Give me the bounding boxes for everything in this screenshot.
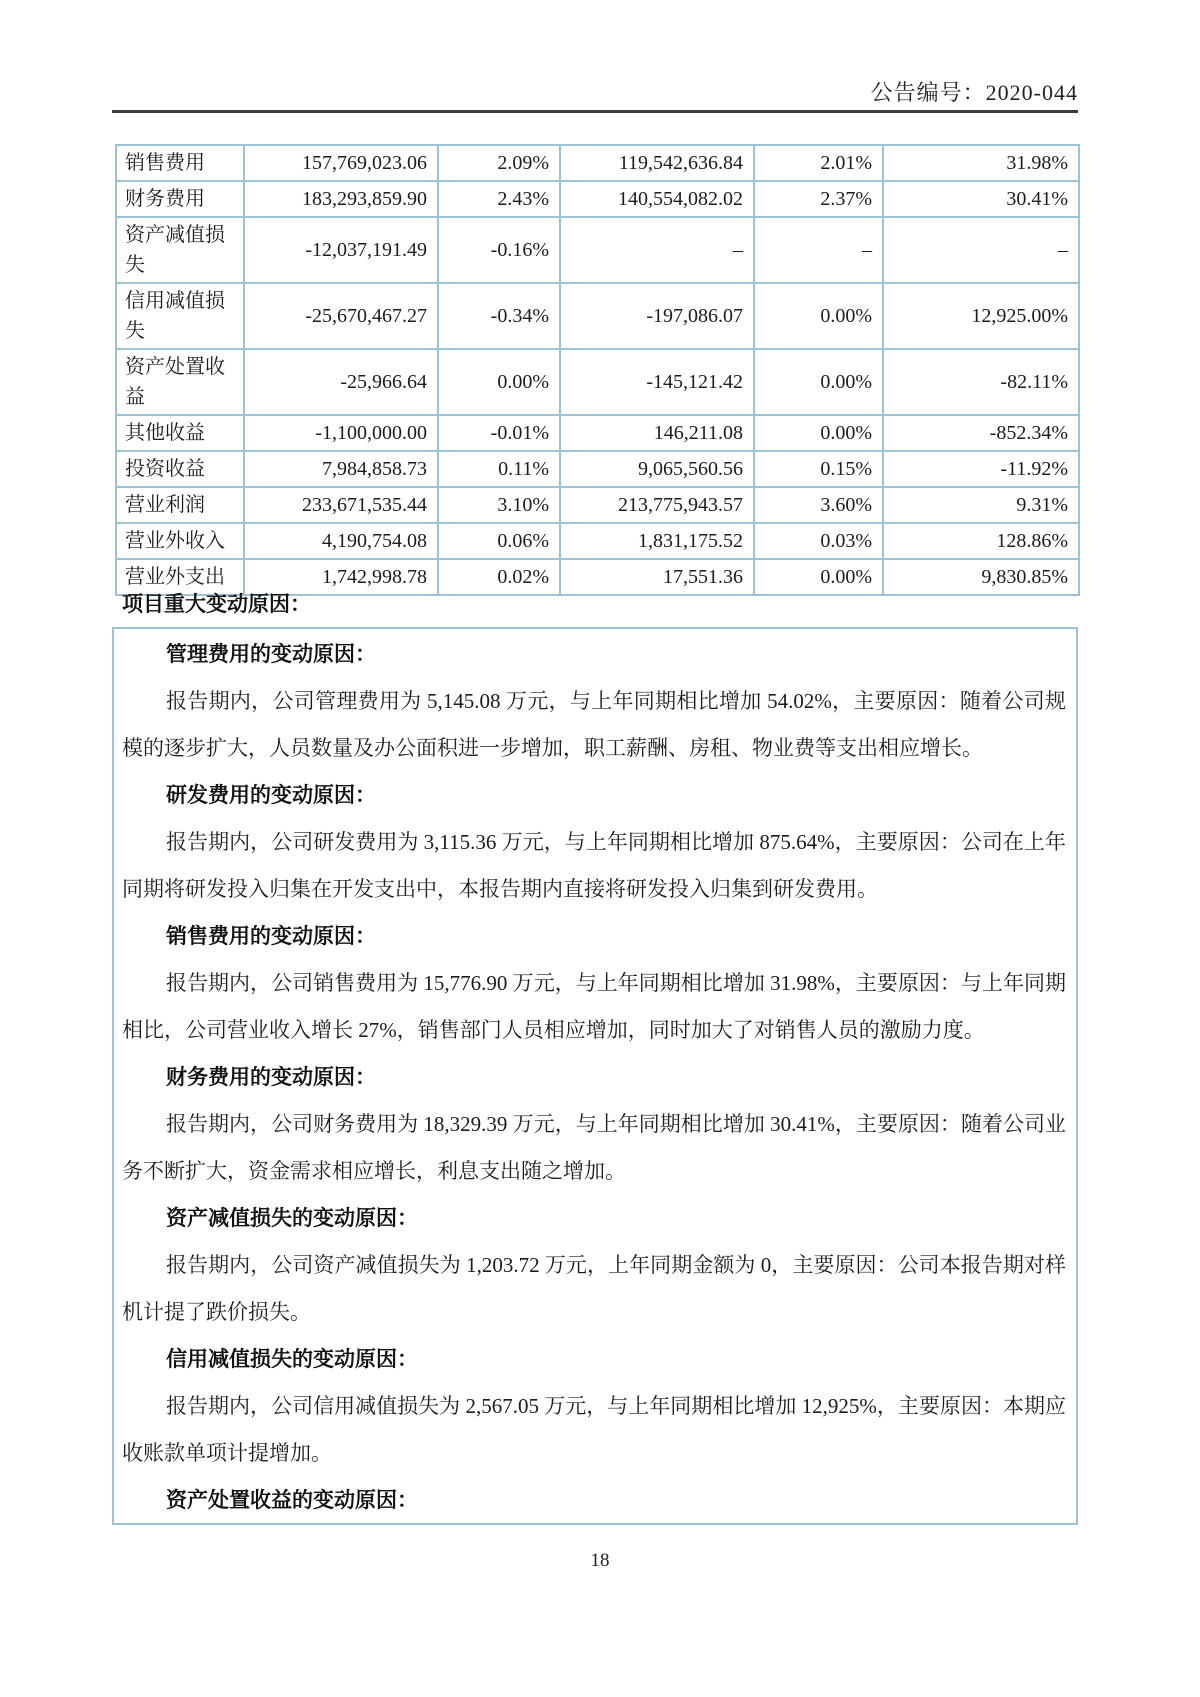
- reason-heading: 管理费用的变动原因：: [166, 642, 376, 666]
- row-label: 营业外收入: [116, 523, 244, 559]
- row-value: 0.00%: [754, 415, 883, 451]
- row-value: -145,121.42: [560, 349, 754, 415]
- reason-body: 报告期内，公司销售费用为 15,776.90 万元，与上年同期相比增加 31.98%，主要原因：与上年同期相比，公司营业收入增长 27%，销售部门人员相应增加，同时加大了对销售人员的激励力度。: [122, 971, 1066, 1042]
- table-row: [116, 415, 1079, 451]
- row-value: 31.98%: [883, 145, 1079, 181]
- table-row: [116, 487, 1079, 523]
- row-value: -82.11%: [883, 349, 1079, 415]
- row-value: -852.34%: [883, 415, 1079, 451]
- row-value: 9.31%: [883, 487, 1079, 523]
- row-value: -0.01%: [438, 415, 560, 451]
- row-label: 资产处置收益: [116, 349, 244, 415]
- row-value: -11.92%: [883, 451, 1079, 487]
- row-label: 其他收益: [116, 415, 244, 451]
- row-value: 0.03%: [754, 523, 883, 559]
- reason-body: 报告期内，公司财务费用为 18,329.39 万元，与上年同期相比增加 30.41%，主要原因：随着公司业务不断扩大，资金需求相应增长，利息支出随之增加。: [122, 1112, 1066, 1183]
- row-label: 销售费用: [116, 145, 244, 181]
- header-rule: [112, 110, 1078, 113]
- row-value: 4,190,754.08: [244, 523, 438, 559]
- reason-heading: 资产处置收益的变动原因：: [166, 1488, 418, 1512]
- row-value: 183,293,859.90: [244, 181, 438, 217]
- reason-heading: 信用减值损失的变动原因：: [166, 1347, 418, 1371]
- row-value: 0.02%: [438, 559, 560, 595]
- announcement-number: 公告编号：2020-044: [870, 80, 1078, 105]
- row-value: 128.86%: [883, 523, 1079, 559]
- table-row: [116, 181, 1079, 217]
- financial-items-table: [115, 144, 1080, 596]
- row-value: 9,830.85%: [883, 559, 1079, 595]
- row-value: 2.01%: [754, 145, 883, 181]
- reason-heading: 资产减值损失的变动原因：: [166, 1206, 418, 1230]
- table-row: [116, 349, 1079, 415]
- reason-body: 报告期内，公司研发费用为 3,115.36 万元，与上年同期相比增加 875.64%，主要原因：公司在上年同期将研发投入归集在开发支出中，本报告期内直接将研发投入归集到研发费用。: [122, 830, 1066, 901]
- table-row: [116, 217, 1079, 283]
- table-row: [116, 283, 1079, 349]
- reason-heading: 销售费用的变动原因：: [166, 924, 376, 948]
- table-row: [116, 523, 1079, 559]
- row-value: 9,065,560.56: [560, 451, 754, 487]
- row-value: 0.00%: [754, 349, 883, 415]
- row-value: 3.60%: [754, 487, 883, 523]
- reason-body: 报告期内，公司信用减值损失为 2,567.05 万元，与上年同期相比增加 12,925%，主要原因：本期应收账款单项计提增加。: [122, 1394, 1066, 1465]
- row-value: 140,554,082.02: [560, 181, 754, 217]
- row-value: –: [560, 217, 754, 283]
- row-value: 2.43%: [438, 181, 560, 217]
- row-value: 0.00%: [438, 349, 560, 415]
- row-value: 119,542,636.84: [560, 145, 754, 181]
- row-value: 2.09%: [438, 145, 560, 181]
- row-value: 2.37%: [754, 181, 883, 217]
- reasons-box: [112, 627, 1078, 1525]
- row-value: -0.16%: [438, 217, 560, 283]
- row-label: 投资收益: [116, 451, 244, 487]
- row-label: 营业利润: [116, 487, 244, 523]
- row-value: -1,100,000.00: [244, 415, 438, 451]
- row-value: 233,671,535.44: [244, 487, 438, 523]
- row-label: 财务费用: [116, 181, 244, 217]
- row-value: -25,966.64: [244, 349, 438, 415]
- row-value: 1,742,998.78: [244, 559, 438, 595]
- row-value: 3.10%: [438, 487, 560, 523]
- row-label: 信用减值损失: [116, 283, 244, 349]
- row-value: 213,775,943.57: [560, 487, 754, 523]
- row-value: 146,211.08: [560, 415, 754, 451]
- reason-body: 报告期内，公司管理费用为 5,145.08 万元，与上年同期相比增加 54.02%，主要原因：随着公司规模的逐步扩大，人员数量及办公面积进一步增加，职工薪酬、房租、物业费等支出相应增长。: [122, 689, 1066, 760]
- row-label: 营业外支出: [116, 559, 244, 595]
- table-row: [116, 451, 1079, 487]
- reason-body: 报告期内，公司资产减值损失为 1,203.72 万元，上年同期金额为 0，主要原因：公司本报告期对样机计提了跌价损失。: [122, 1253, 1066, 1324]
- row-value: 17,551.36: [560, 559, 754, 595]
- row-value: 0.15%: [754, 451, 883, 487]
- row-value: –: [883, 217, 1079, 283]
- row-value: 12,925.00%: [883, 283, 1079, 349]
- row-value: 0.00%: [754, 283, 883, 349]
- row-label: 资产减值损失: [116, 217, 244, 283]
- reason-heading: 财务费用的变动原因：: [166, 1065, 376, 1089]
- row-value: 0.00%: [754, 559, 883, 595]
- row-value: -12,037,191.49: [244, 217, 438, 283]
- row-value: -0.34%: [438, 283, 560, 349]
- row-value: -197,086.07: [560, 283, 754, 349]
- row-value: 1,831,175.52: [560, 523, 754, 559]
- row-value: -25,670,467.27: [244, 283, 438, 349]
- table-row: [116, 145, 1079, 181]
- row-value: –: [754, 217, 883, 283]
- row-value: 30.41%: [883, 181, 1079, 217]
- row-value: 0.06%: [438, 523, 560, 559]
- row-value: 7,984,858.73: [244, 451, 438, 487]
- reason-heading: 研发费用的变动原因：: [166, 783, 376, 807]
- row-value: 0.11%: [438, 451, 560, 487]
- page-number: 18: [590, 1550, 610, 1571]
- section-title: 项目重大变动原因：: [122, 592, 311, 616]
- row-value: 157,769,023.06: [244, 145, 438, 181]
